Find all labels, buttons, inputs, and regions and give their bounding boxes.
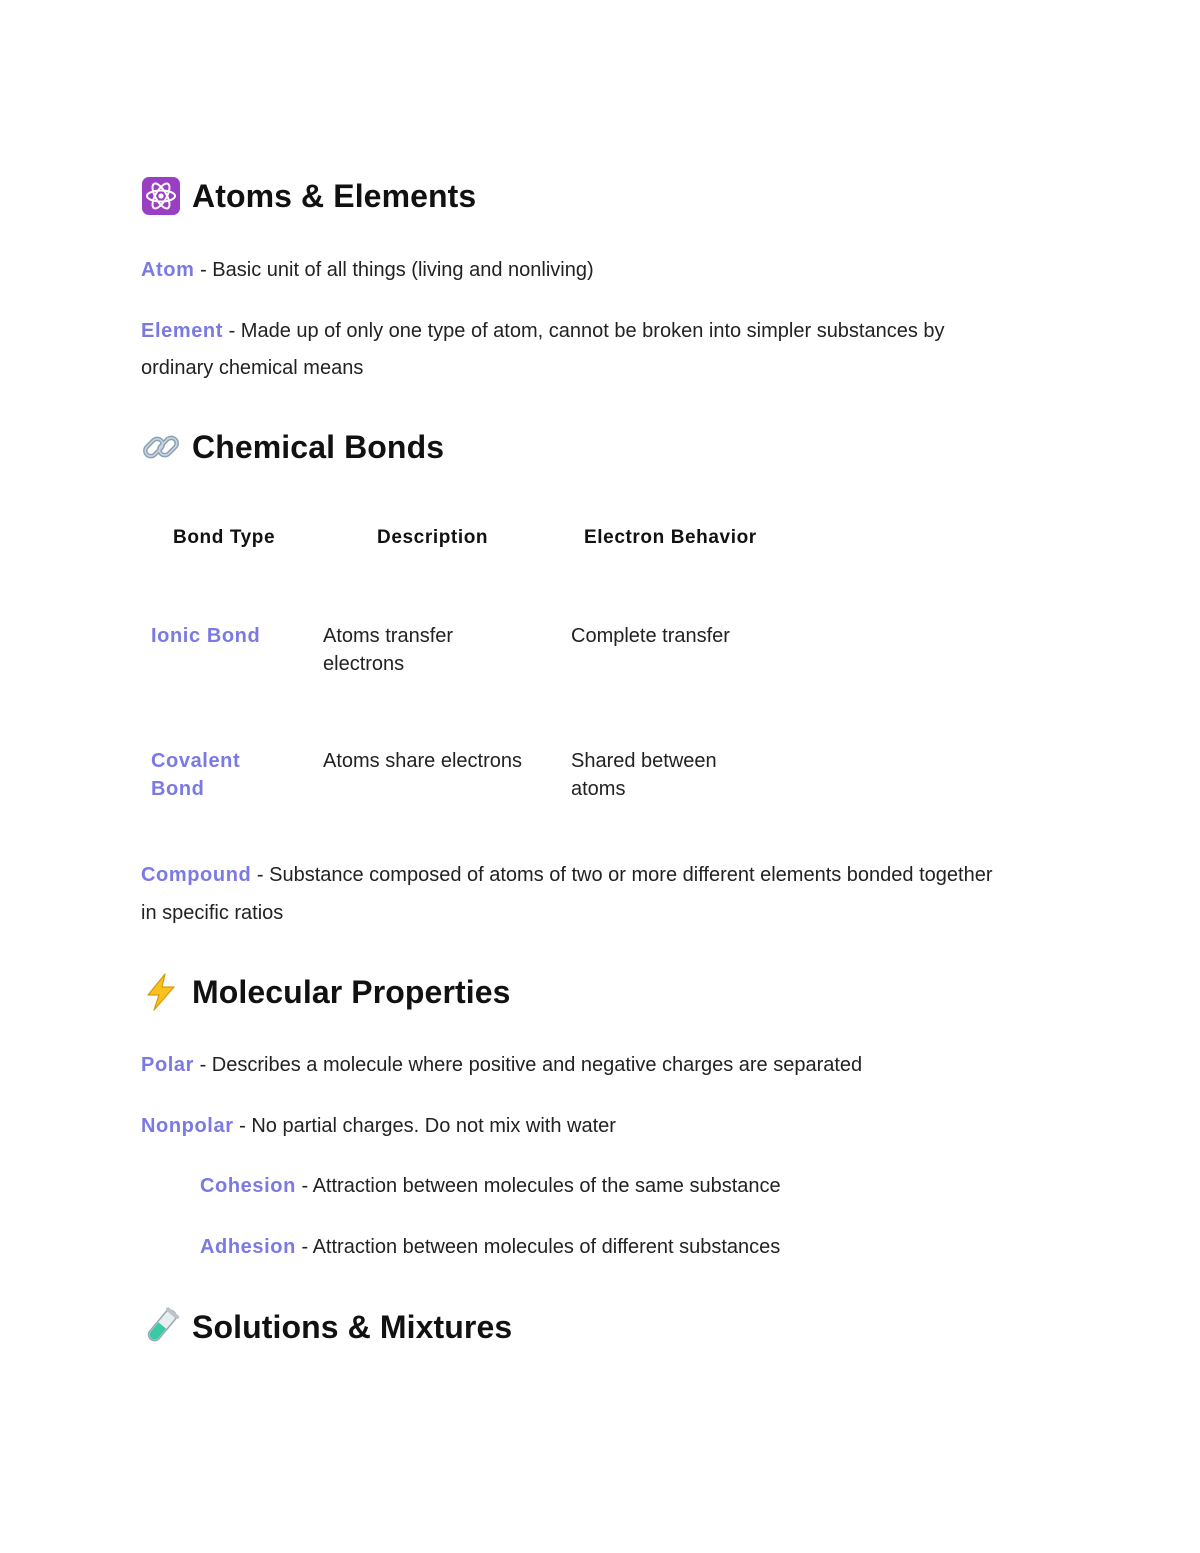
- definition-compound-cont: [141, 895, 283, 932]
- heading-molecular-properties: [141, 970, 511, 1014]
- definition-text: in specific ratios: [141, 902, 284, 924]
- atom-icon: [141, 176, 181, 216]
- lightning-icon: [141, 972, 181, 1012]
- term-adhesion: Adhesion: [200, 1236, 296, 1258]
- section-title: Solutions & Mixtures: [192, 1308, 513, 1345]
- heading-chemical-bonds: [141, 425, 444, 469]
- definition-polar: [141, 1047, 862, 1084]
- heading-solutions-mixtures: [141, 1305, 512, 1349]
- definition-text: - Attraction between molecules of the same substance: [295, 1175, 781, 1197]
- cell-line: Atoms share electrons: [323, 750, 522, 772]
- table-cell-electron-behavior: [571, 622, 730, 650]
- term-polar: Polar: [141, 1054, 195, 1076]
- term-atom: Atom: [141, 259, 195, 281]
- cell-line: Complete transfer: [571, 625, 730, 647]
- term-compound: Compound: [141, 864, 252, 886]
- definition-adhesion: [200, 1229, 780, 1266]
- heading-atoms-elements: [141, 174, 476, 218]
- definition-text: - Basic unit of all things (living and nonliving): [194, 259, 594, 281]
- cell-line: Bond: [151, 778, 205, 800]
- table-cell-electron-behavior: [571, 747, 717, 803]
- test-tube-icon: [141, 1307, 181, 1347]
- definition-compound: [141, 857, 993, 894]
- section-title: Molecular Properties: [192, 973, 511, 1010]
- section-title: Atoms & Elements: [192, 177, 477, 214]
- table-cell-description: [323, 622, 453, 678]
- term-cohesion: Cohesion: [200, 1175, 296, 1197]
- section-title: Chemical Bonds: [192, 428, 445, 465]
- definition-text: - Describes a molecule where positive and negative charges are separated: [194, 1054, 863, 1076]
- cell-line: Ionic Bond: [151, 625, 261, 647]
- definition-text: - Attraction between molecules of different substances: [295, 1236, 781, 1258]
- definition-cohesion: [200, 1168, 781, 1205]
- definition-text: - Made up of only one type of atom, cannot be broken into simpler substances by: [223, 320, 945, 342]
- definition-text: - No partial charges. Do not mix with water: [233, 1115, 616, 1137]
- cell-line: electrons: [323, 653, 405, 675]
- definition-nonpolar: [141, 1108, 616, 1145]
- term-element: Element: [141, 320, 224, 342]
- table-header-description: Description: [377, 527, 489, 548]
- table-cell-bond-type: [151, 747, 240, 803]
- term-nonpolar: Nonpolar: [141, 1115, 234, 1137]
- link-icon: [141, 427, 181, 467]
- definition-text: ordinary chemical means: [141, 357, 364, 379]
- table-cell-bond-type: [151, 622, 260, 650]
- cell-line: Atoms transfer: [323, 625, 454, 647]
- definition-element: [141, 313, 945, 350]
- cell-line: Covalent: [151, 750, 241, 772]
- table-header-electron-behavior: Electron Behavior: [584, 527, 757, 548]
- cell-line: Shared between: [571, 750, 717, 772]
- definition-atom: [141, 252, 594, 289]
- table-header-bond-type: Bond Type: [173, 527, 276, 548]
- cell-line: atoms: [571, 778, 626, 800]
- table-cell-description: [323, 747, 522, 775]
- definition-text: - Substance composed of atoms of two or more different elements bonded together: [251, 864, 993, 886]
- definition-element-cont: [141, 350, 363, 387]
